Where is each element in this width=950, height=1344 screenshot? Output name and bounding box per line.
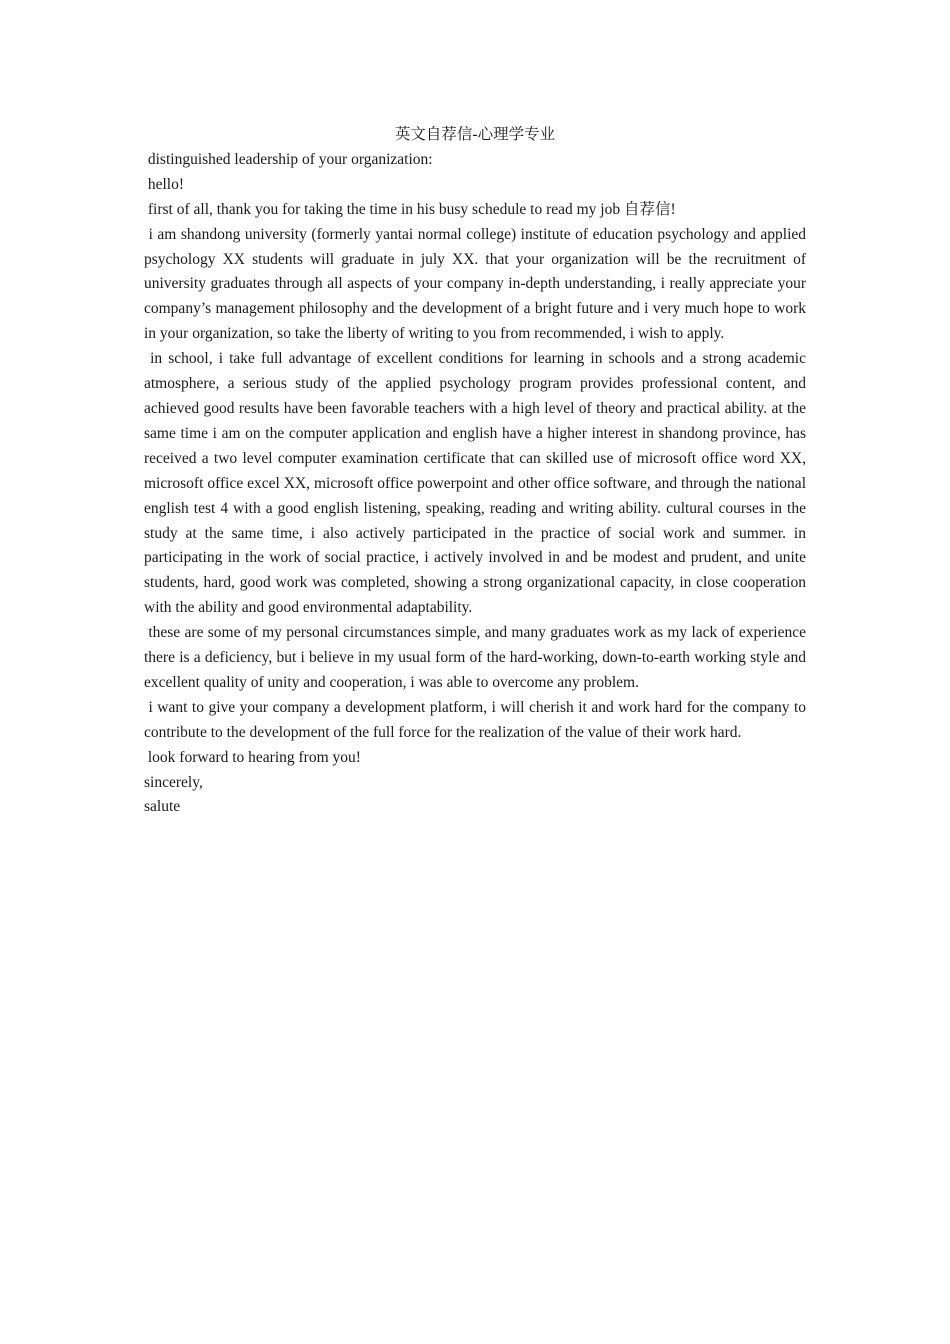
signoff: sincerely,: [144, 773, 203, 791]
body-paragraph: in school, i take full advantage of excellent conditions for learning in schools and a strong academic atmosphere, a serious study of the applied psychology program provides professional content, and achieved good results have been favorable teachers with a high level of theory and practical ability. at the same time i am on the computer application and english have a higher interest in shandong province, has received a two level computer examination certificate that can skilled use of microsoft office word XX, microsoft office excel XX, microsoft office powerpoint and other office software, and through the national english test 4 with a good english listening, speaking, reading and writing ability. cultural courses in the study at the same time, i also actively participated in the practice of social work and summer. in participating in the work of social practice, i actively involved in and be modest and prudent, and unite students, hard, good work was completed, showing a strong organizational capacity, in close cooperation with the ability and good environmental adaptability.: [144, 350, 810, 617]
document-title: 英文自荐信-心理学专业: [394, 126, 556, 143]
opening-line: first of all, thank you for taking the time in his busy schedule to read my job 自荐信!: [144, 200, 676, 218]
letter-page: [144, 123, 810, 820]
body-paragraph: these are some of my personal circumstances simple, and many graduates work as my lack of experience there is a deficiency, but i believe in my usual form of the hard-working, down-to-earth working style and excellent quality of unity and cooperation, i was able to overcome any problem.: [144, 624, 810, 691]
salute: salute: [144, 798, 181, 816]
body-paragraph: i am shandong university (formerly yantai normal college) institute of education psychology and applied psychology XX students will graduate in july XX. that your organization will be the recruitment of university graduates through all aspects of your company in-depth understanding, i really appreciate your company’s management philosophy and the development of a bright future and i very much hope to work in your organization, so take the liberty of writing to you from recommended, i wish to apply.: [144, 225, 810, 343]
closing-line: look forward to hearing from you!: [144, 748, 361, 766]
salutation: distinguished leadership of your organization:: [144, 150, 433, 168]
greeting: hello!: [144, 175, 185, 193]
body-paragraph: i want to give your company a development platform, i will cherish it and work hard for the company to contribute to the development of the full force for the realization of the value of their work hard.: [144, 698, 810, 741]
